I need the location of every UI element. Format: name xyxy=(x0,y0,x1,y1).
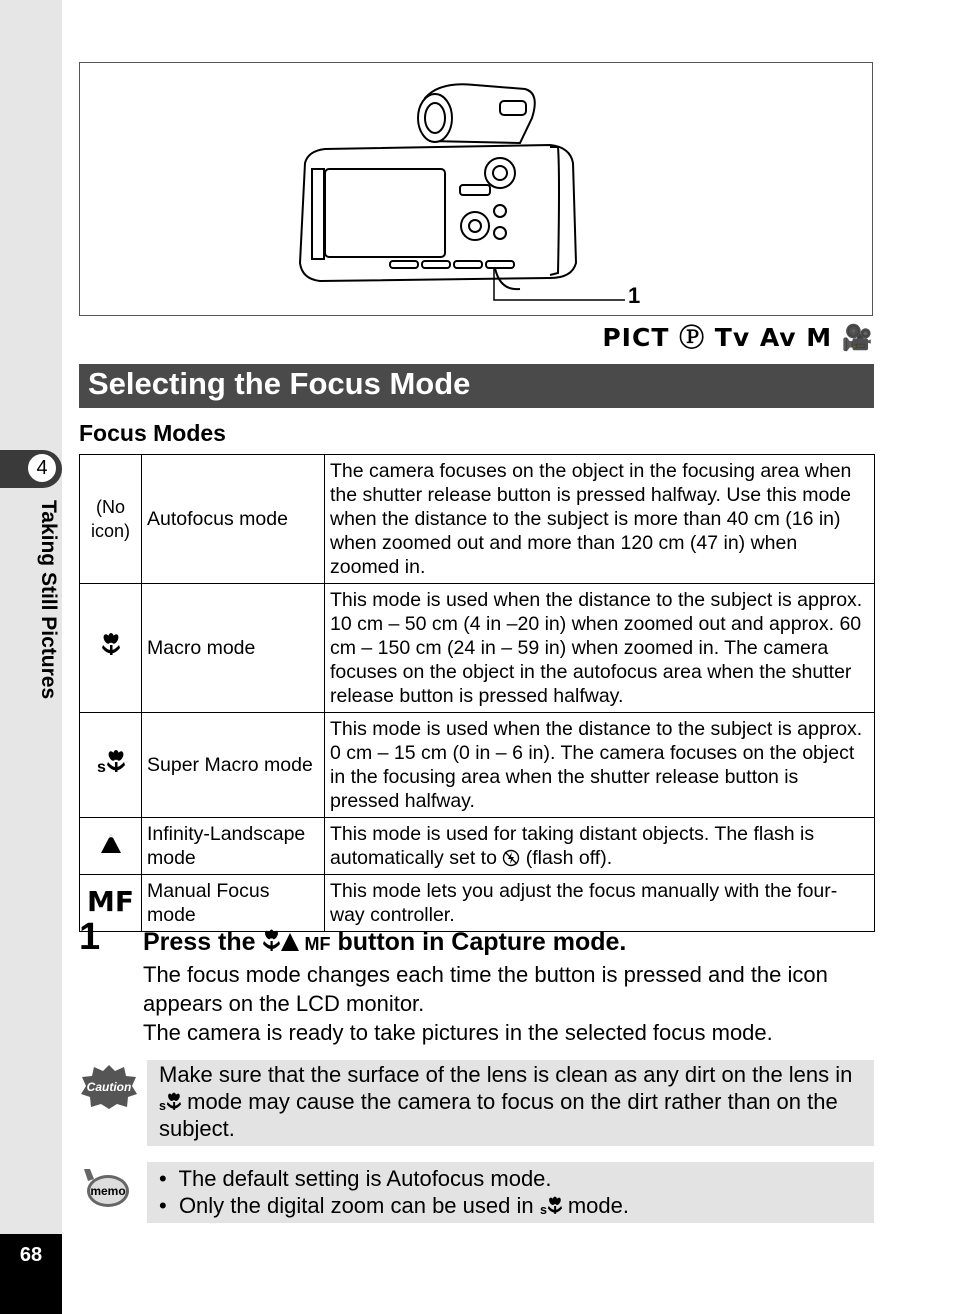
super-macro-icon xyxy=(159,1092,181,1112)
page-number: 68 xyxy=(19,1244,43,1266)
callout-number: 1 xyxy=(628,283,641,308)
table-cell-mode-name: Macro mode xyxy=(142,584,325,713)
chapter-title: Taking Still Pictures xyxy=(37,500,60,700)
svg-text:s: s xyxy=(159,1098,166,1112)
caution-icon xyxy=(80,1064,138,1110)
mf-label: MF xyxy=(304,934,331,954)
capture-mode-icons: PICT Ⓟ Tv Av M 🎥 xyxy=(602,323,874,352)
table-cell-icon xyxy=(80,584,142,713)
table-cell-icon xyxy=(80,455,142,584)
camera-illustration xyxy=(80,63,872,315)
svg-text:s: s xyxy=(539,1202,547,1216)
memo-item-text: Only the digital zoom can be used in xyxy=(178,1193,534,1218)
memo-list xyxy=(159,1165,629,1219)
memo-icon xyxy=(80,1167,132,1211)
chapter-number: 4 xyxy=(26,452,58,484)
focus-button-icon xyxy=(263,929,305,953)
table-row xyxy=(80,584,875,713)
table-row xyxy=(80,875,875,932)
caution-text-part: Make sure that the surface of the lens is clean as any dirt on the lens in xyxy=(159,1062,853,1087)
caution-text-part: mode may cause the camera to focus on the dirt rather than on the subject. xyxy=(159,1089,838,1141)
memo-item-text: The default setting is Autofocus mode. xyxy=(178,1166,552,1191)
table-row xyxy=(80,713,875,818)
list-item: • Only the digital zoom can be used in s mode. xyxy=(159,1193,629,1218)
table-row xyxy=(80,818,875,875)
table-cell-description: The camera focuses on the object in the focusing area when the shutter release button is pressed halfway. Use this mode when the distance to the subject is more than 40 cm (16 in) when zoomed out and more than 120 cm (47 in) when zoomed in. xyxy=(325,455,875,584)
step-body xyxy=(143,960,878,1047)
camera-figure xyxy=(79,62,873,316)
table-cell-icon xyxy=(80,713,142,818)
step-title-text: Press the xyxy=(143,928,256,956)
flash-off-icon xyxy=(502,849,520,867)
table-cell-icon xyxy=(80,818,142,875)
step-paragraph: The focus mode changes each time the button is pressed and the icon appears on the LCD monitor. xyxy=(143,962,828,1016)
table-cell-description: This mode lets you adjust the focus manually with the four-way controller. xyxy=(325,875,875,932)
table-cell-mode-name: Manual Focus mode xyxy=(142,875,325,932)
memo-label: memo xyxy=(90,1184,126,1198)
table-cell-mode-name: Autofocus mode xyxy=(142,455,325,584)
step-paragraph: The camera is ready to take pictures in the selected focus mode. xyxy=(143,1020,773,1045)
section-title: Selecting the Focus Mode xyxy=(88,366,471,401)
macro-flower-icon xyxy=(100,633,122,657)
super-macro-icon xyxy=(97,750,125,774)
memo-item-text: mode. xyxy=(567,1193,629,1218)
table-cell-description: This mode is used when the distance to the subject is approx. 10 cm – 50 cm (4 in –20 in) when zoomed out and approx. 60 cm – 150 cm (24 in – 59 in) when zoomed in. The camera focuses on the object in the autofocus area when the shutter release button is pressed halfway. xyxy=(325,584,875,713)
caution-text xyxy=(159,1061,869,1142)
table-cell-mode-name: Super Macro mode xyxy=(142,713,325,818)
svg-text:s: s xyxy=(96,759,106,774)
super-macro-icon xyxy=(540,1196,562,1216)
manual-focus-icon: MF xyxy=(87,884,134,918)
step-title-text: button in Capture mode. xyxy=(337,928,627,956)
memo-box xyxy=(147,1162,874,1223)
table-cell-description xyxy=(325,818,875,875)
focus-modes-table xyxy=(79,454,875,932)
table-cell-description: This mode is used when the distance to the subject is approx. 0 cm – 15 cm (0 in – 6 in). The camera focuses on the object in the focusing area when the shutter release button is pressed halfway. xyxy=(325,713,875,818)
step-number: 1 xyxy=(79,916,101,958)
list-item: • The default setting is Autofocus mode. xyxy=(159,1166,552,1191)
section-header xyxy=(79,364,874,408)
description-text: This mode is used for taking distant objects. The flash is automatically set to xyxy=(330,822,815,869)
caution-label: Caution xyxy=(86,1080,132,1094)
table-row xyxy=(80,455,875,584)
no-icon-label: (No icon) xyxy=(90,497,130,541)
description-text: (flash off). xyxy=(525,846,613,869)
step-title xyxy=(143,928,626,957)
subheading: Focus Modes xyxy=(79,420,226,446)
mountain-icon xyxy=(99,832,123,854)
table-cell-mode-name: Infinity-Landscape mode xyxy=(142,818,325,875)
caution-box xyxy=(147,1060,874,1146)
